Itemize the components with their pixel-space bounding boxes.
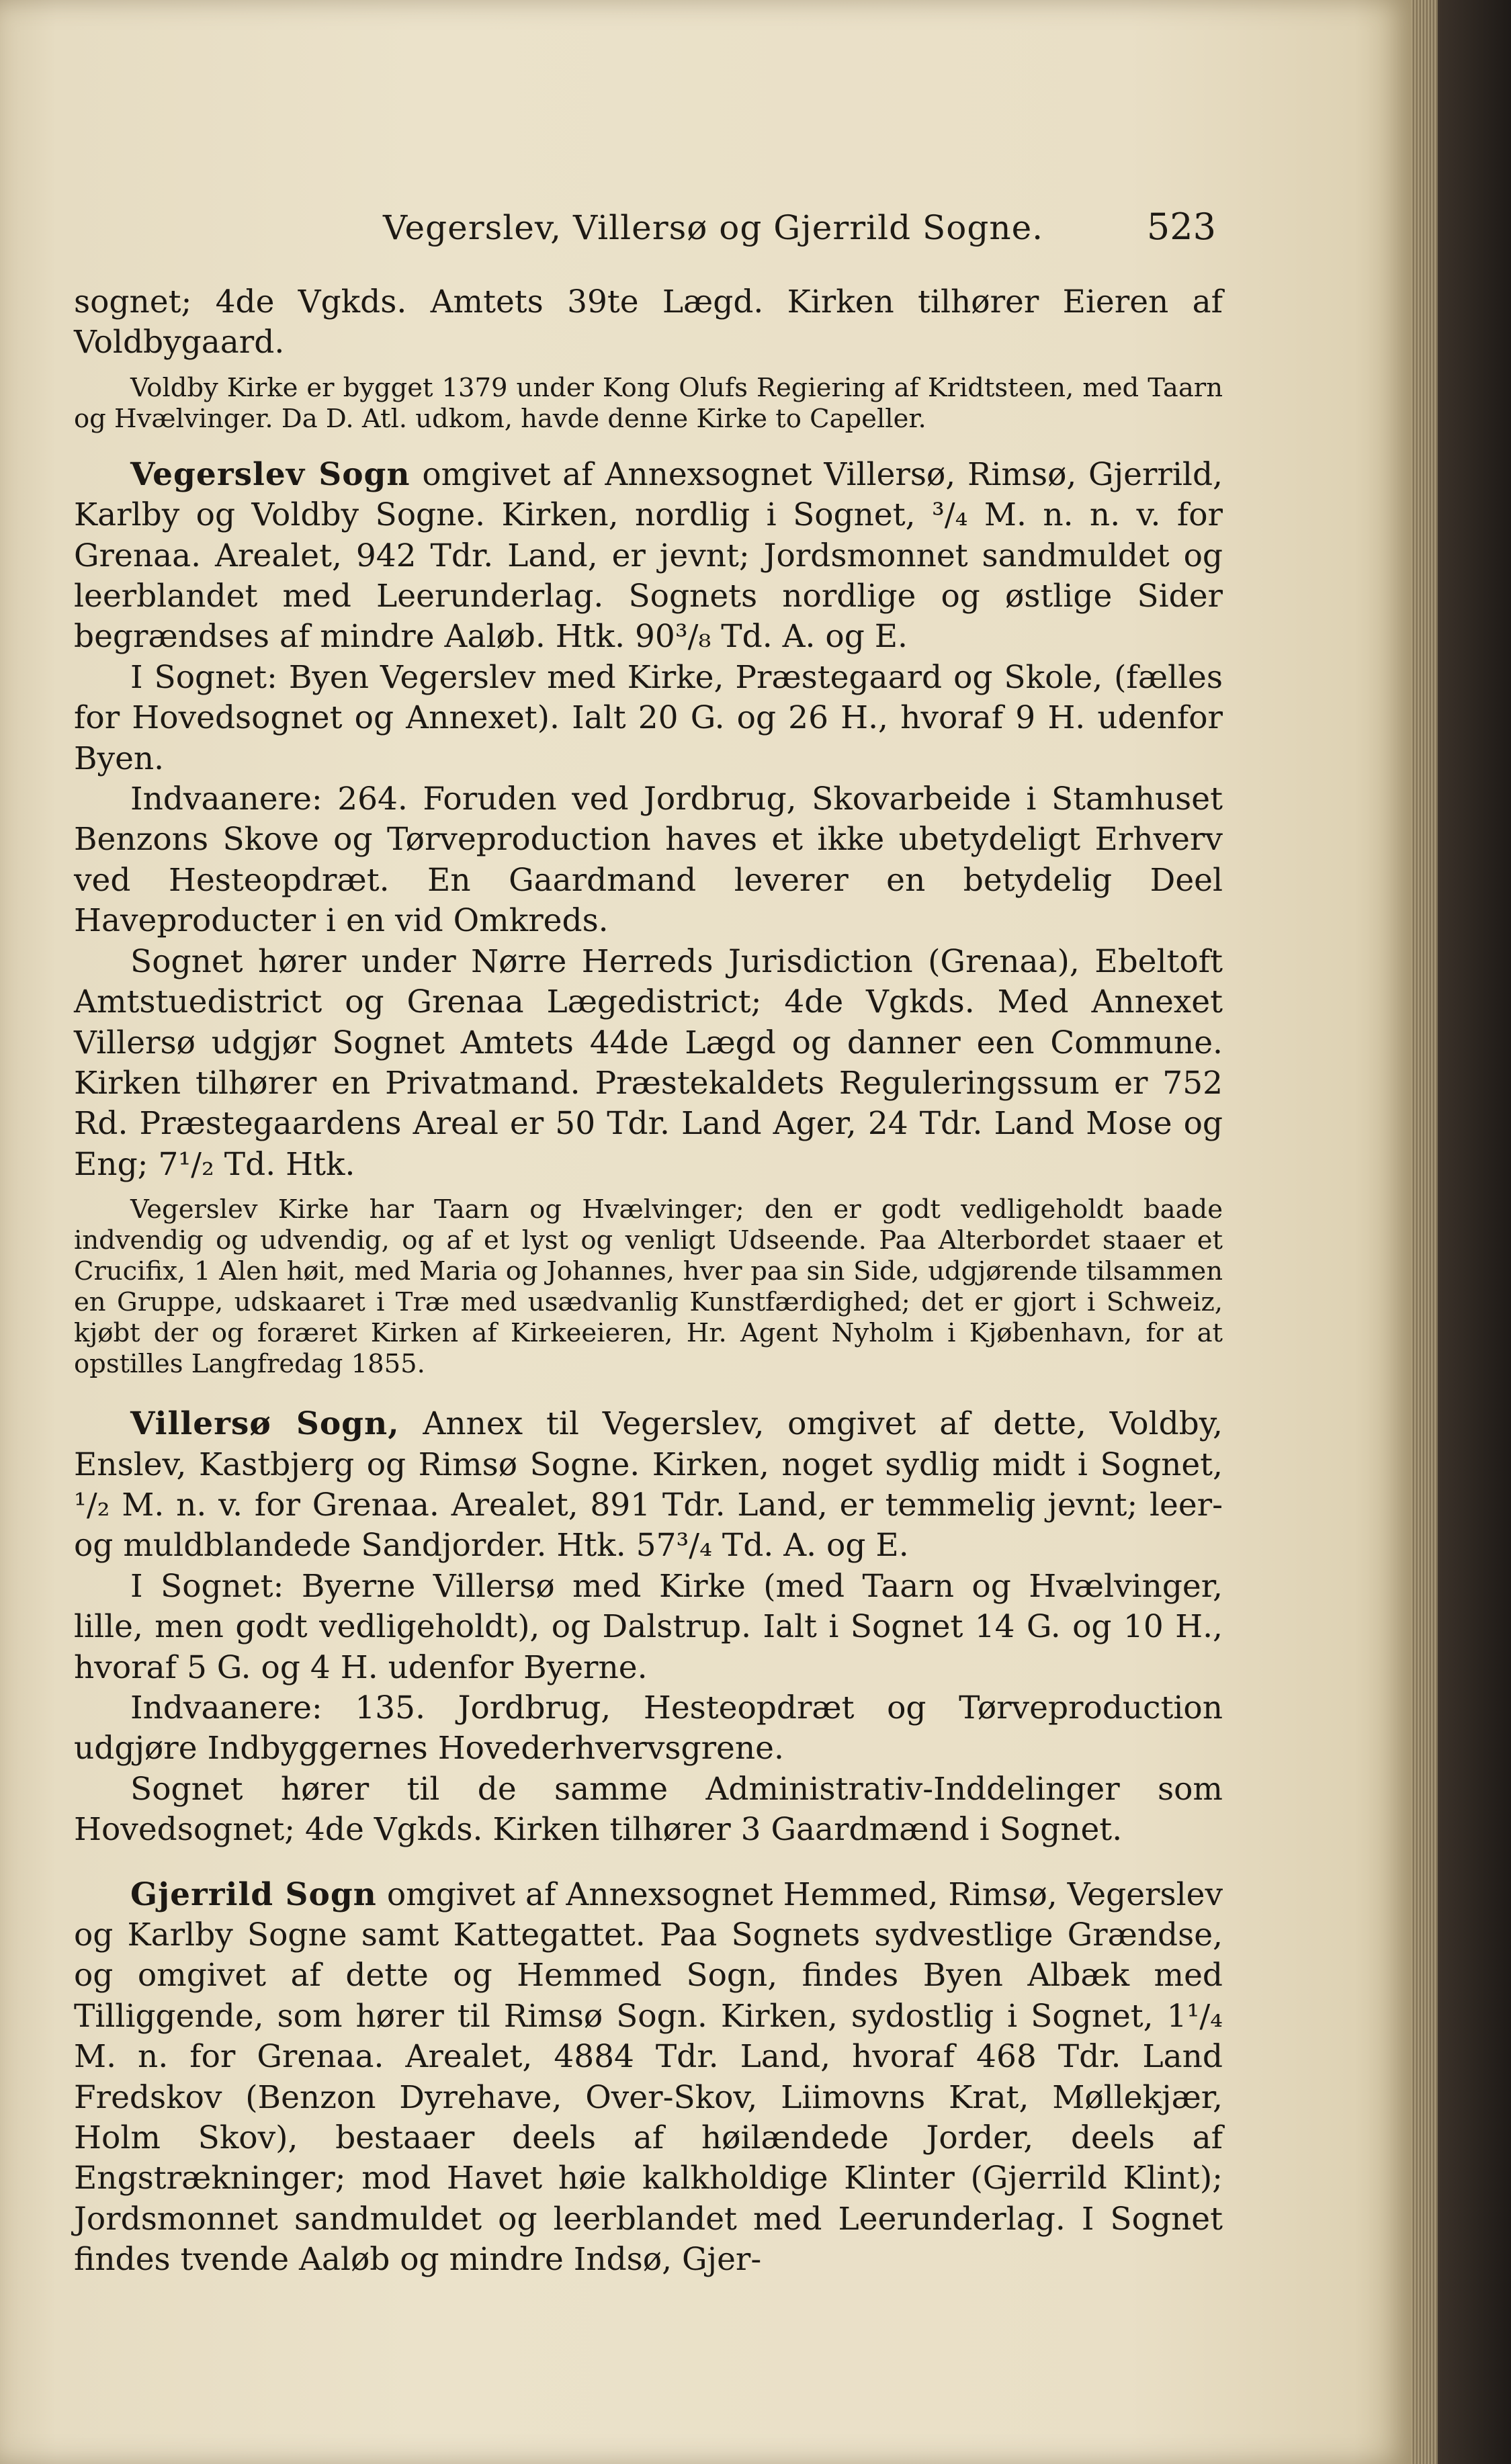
paragraph: Villersø Sogn, Annex til Vegerslev, omgivet af dette, Voldby, Enslev, Kastbjerg og Rimsø Sogne. Kirken, noget sydlig midt i Sognet, ¹/₂ M. n. v. for Grenaa. Arealet, 891 Tdr. Land, er temmelig jevnt; leer- og muldblandede Sandjorder. Htk. 57³/₄ Td. A. og E.: [74, 1405, 1223, 1565]
page-header: [74, 202, 1216, 255]
footnote-paragraph: Vegerslev Kirke har Taarn og Hvælvinger; den er godt vedligeholdt baade indvendig og udvendig, og af et lyst og venligt Udseende. Paa Alterbordet staaer et Crucifix, 1 Alen høit, med Maria og Johannes, hver paa sin Side, udgjørende tilsammen en Gruppe, udskaaret i Træ med usædvanlig Kunstfærdighed; det er gjort i Schweiz, kjøbt der og foræret Kirken af Kirkeeieren, Hr. Agent Nyholm i Kjøbenhavn, for at opstilles Langfredag 1855.: [74, 1194, 1223, 1380]
body-text: [74, 282, 1223, 2281]
paragraph: I Sognet: Byen Vegerslev med Kirke, Præstegaard og Skole, (fælles for Hovedsognet og Annexet). Ialt 20 G. og 26 H., hvoraf 9 H. udenfor Byen.: [74, 658, 1223, 777]
paragraph: sognet; 4de Vgkds. Amtets 39te Lægd. Kirken tilhører Eieren af Voldbygaard.: [74, 283, 1223, 361]
section-heading: Villersø Sogn,: [130, 1405, 400, 1443]
book-edge: [1411, 0, 1511, 2464]
paragraph: Indvaanere: 135. Jordbrug, Hesteopdræt og Tørveproduction udgjøre Indbyggernes Hovederhvervsgrene.: [74, 1689, 1223, 1767]
section-heading: Gjerrild Sogn: [130, 1876, 377, 1913]
paragraph: Sognet hører til de samme Administrativ-Inddelinger som Hovedsognet; 4de Vgkds. Kirken tilhører 3 Gaardmænd i Sognet.: [74, 1770, 1223, 1849]
paragraph: Sognet hører under Nørre Herreds Jurisdiction (Grenaa), Ebeltoft Amtstuedistrict og Grenaa Lægedistrict; 4de Vgkds. Med Annexet Villersø udgjør Sognet Amtets 44de Lægd og danner een Commune. Kirken tilhører en Privatmand. Præstekaldets Reguleringssum er 752 Rd. Præstegaardens Areal er 50 Tdr. Land Ager, 24 Tdr. Land Mose og Eng; 7¹/₂ Td. Htk.: [74, 942, 1223, 1183]
paragraph: Gjerrild Sogn omgivet af Annexsognet Hemmed, Rimsø, Vegerslev og Karlby Sogne samt Kattegattet. Paa Sognets sydvestlige Grændse, og omgivet af dette og Hemmed Sogn, findes Byen Albæk med Tilliggende, som hører til Rimsø Sogn. Kirken, sydostlig i Sognet, 1¹/₄ M. n. for Grenaa. Arealet, 4884 Tdr. Land, hvoraf 468 Tdr. Land Fredskov (Benzon Dyrehave, Over-Skov, Liimovns Krat, Møllekjær, Holm Skov), bestaaer deels af høilændede Jorder, deels af Engstrækninger; mod Havet høie kalkholdige Klinter (Gjerrild Klint); Jordsmonnet sandmuldet og leerblandet med Leerunderlag. I Sognet findes tvende Aaløb og mindre Indsø, Gjer-: [74, 1876, 1223, 2279]
paragraph: I Sognet: Byerne Villersø med Kirke (med Taarn og Hvælvinger, lille, men godt vedligeholdt), og Dalstrup. Ialt i Sognet 14 G. og 10 H., hvoraf 5 G. og 4 H. udenfor Byerne.: [74, 1567, 1223, 1686]
paragraph: Vegerslev Sogn omgivet af Annexsognet Villersø, Rimsø, Gjerrild, Karlby og Voldby Sogne. Kirken, nordlig i Sognet, ³/₄ M. n. n. v. for Grenaa. Arealet, 942 Tdr. Land, er jevnt; Jordsmonnet sandmuldet og leerblandet med Leerunderlag. Sognets nordlige og østlige Sider begrændses af mindre Aaløb. Htk. 90³/₈ Td. A. og E.: [74, 455, 1223, 656]
footnote-paragraph: Voldby Kirke er bygget 1379 under Kong Olufs Regiering af Kridtsteen, med Taarn og Hvælvinger. Da D. Atl. udkom, havde denne Kirke to Capeller.: [74, 372, 1223, 434]
page-number: 523: [1146, 206, 1216, 248]
running-head: Vegerslev, Villersø og Gjerrild Sogne.: [383, 208, 1044, 247]
section-heading: Vegerslev Sogn: [130, 455, 411, 493]
paragraph: Indvaanere: 264. Foruden ved Jordbrug, Skovarbeide i Stamhuset Benzons Skove og Tørveproduction haves et ikke ubetydeligt Erhverv ved Hesteopdræt. En Gaardmand leverer en betydelig Deel Haveproducter i en vid Omkreds.: [74, 781, 1223, 940]
